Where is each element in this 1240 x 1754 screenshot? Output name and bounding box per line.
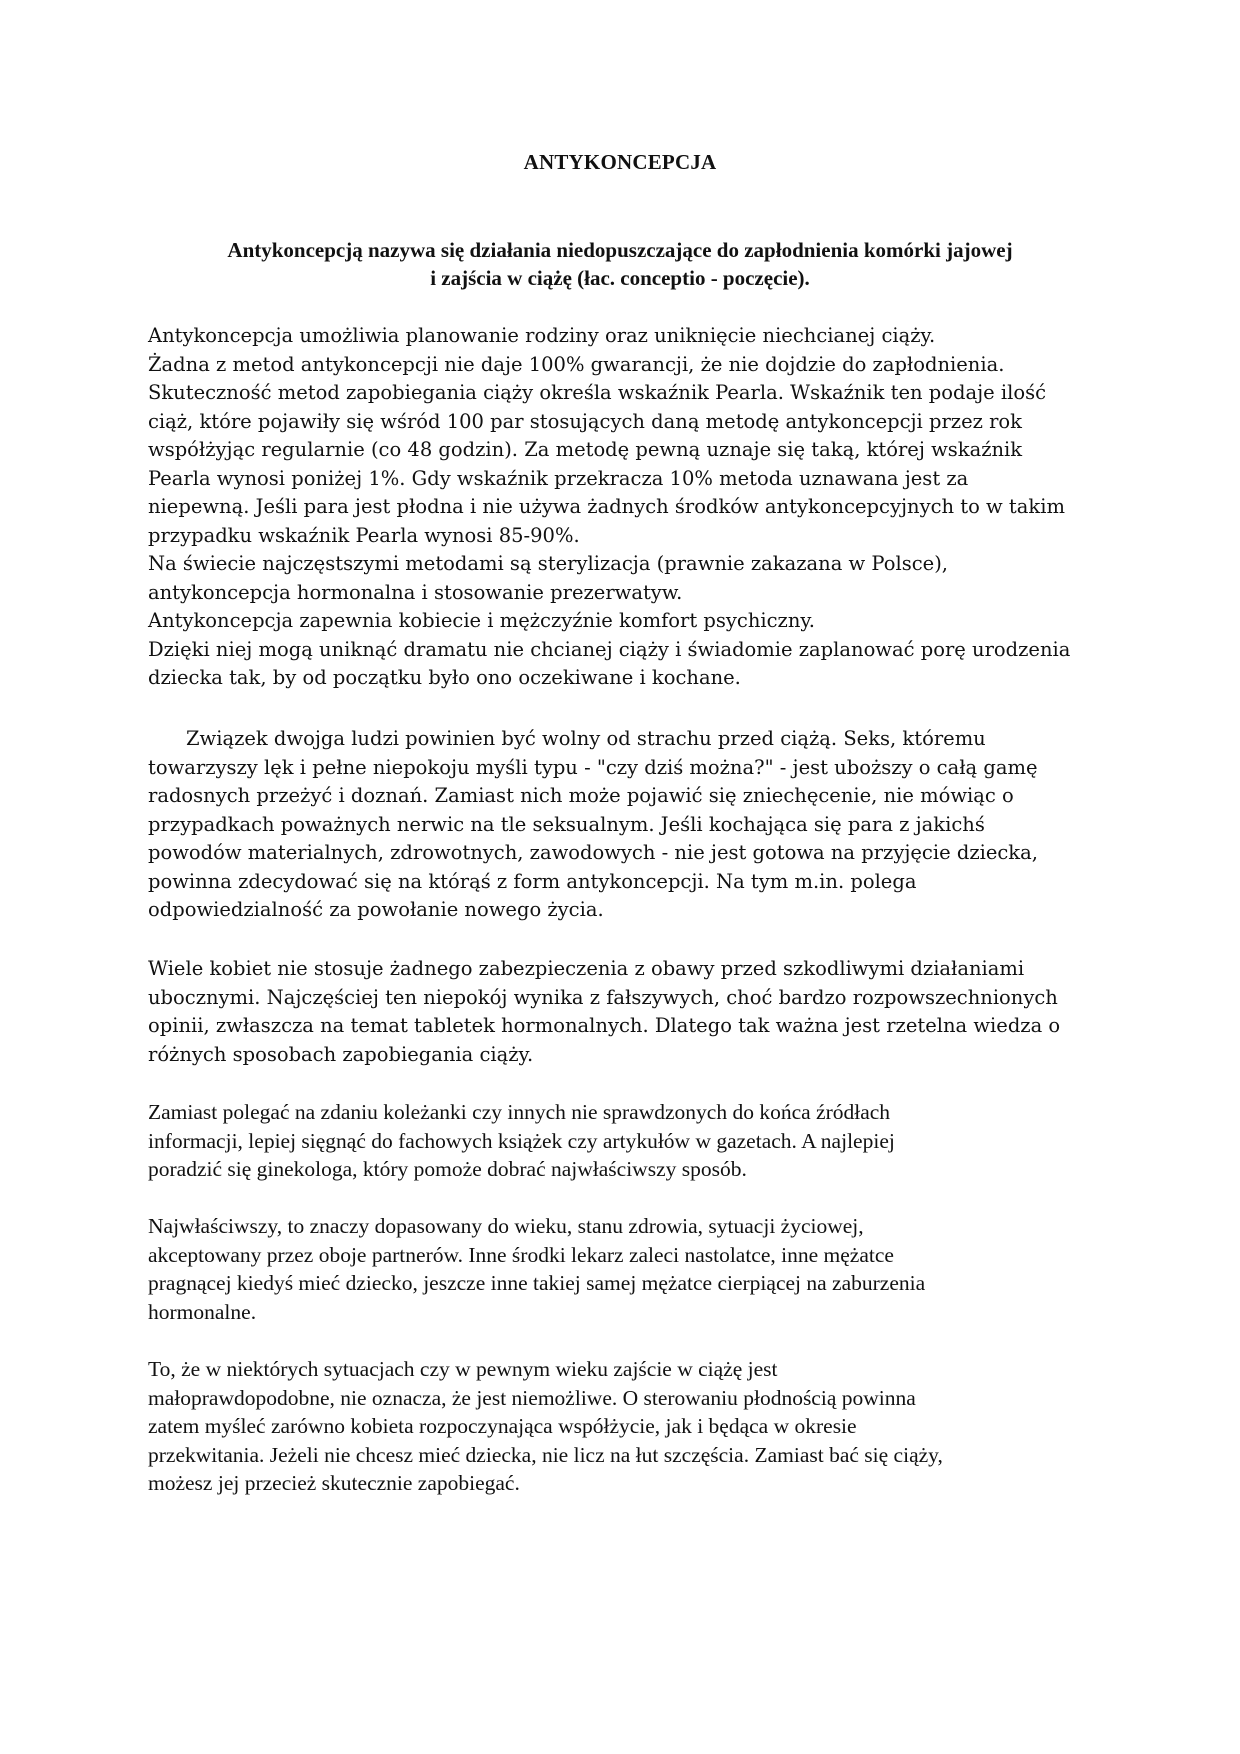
text-line: Antykoncepcja umożliwia planowanie rodziny oraz uniknięcie niechcianej ciąży. [148,324,936,347]
text-line: niepewną. Jeśli para jest płodna i nie używa żadnych środków antykoncepcyjnych to w takim [148,495,1065,518]
paragraph-fears [148,955,1092,1069]
text-line: towarzyszy lęk i pełne niepokoju myśli typu - "czy dziś można?" - jest uboższy o całą gamę [148,755,1038,779]
text-line: Związek dwojga ludzi powinien być wolny od strachu przed ciążą. Seks, któremu [186,727,986,750]
text-line: odpowiedzialność za powołanie nowego życia. [148,898,604,921]
text-line: antykoncepcja hormonalna i stosowanie prezerwatyw. [148,580,683,604]
text-line: informacji, lepiej sięgnąć do fachowych książek czy artykułów w gazetach. A najlepiej [148,1128,895,1153]
paragraph-advice [148,1098,1092,1184]
text-line: Dzięki niej mogą uniknąć dramatu nie chcianej ciąży i świadomie zaplanować porę urodzenia [148,637,1071,661]
text-line: Najwłaściwszy, to znaczy dopasowany do wieku, stanu zdrowia, sytuacji życiowej, [148,1214,864,1238]
paragraph-relationship [148,725,1092,925]
text-line: powodów materialnych, zdrowotnych, zawodowych - nie jest gotowa na przyjęcie dziecka, [148,841,1038,864]
subtitle-line: Antykoncepcją nazywa się działania niedopuszczające do zapłodnienia komórki jajowej [227,238,1013,262]
subtitle-line: i zajścia w ciążę (łac. conceptio - poczęcie). [430,266,810,290]
text-line: współżyjąc regularnie (co 48 godzin). Za metodę pewną uznaje się taką, której wskaźnik [148,438,1023,461]
text-line: hormonalne. [148,1299,257,1324]
document-subtitle [148,236,1092,292]
text-line: przypadku wskaźnik Pearla wynosi 85-90%. [148,523,580,547]
text-line: Zamiast polegać na zdaniu koleżanki czy innych nie sprawdzonych do końca źródłach [148,1100,891,1124]
paragraph-best-method [148,1212,1092,1326]
text-line: różnych sposobach zapobiegania ciąży. [148,1042,534,1066]
text-line: opinii, zwłaszcza na temat tabletek hormonalnych. Dlatego tak ważna jest rzetelna wiedza o [148,1014,1061,1037]
text-line: Żadna z metod antykoncepcji nie daje 100% gwarancji, że nie dojdzie do zapłodnienia. [148,352,1005,376]
text-line: akceptowany przez oboje partnerów. Inne środki lekarz zaleci nastolatce, inne mężatce [148,1242,894,1267]
text-line: ciąż, które pojawiły się wśród 100 par stosujących daną metodę antykoncepcji przez rok [148,409,1022,433]
document-title: ANTYKONCEPCJA [523,150,717,174]
text-line: pragnącej kiedyś mieć dziecko, jeszcze inne takiej samej mężatce cierpiącej na zaburzenia [148,1271,926,1296]
paragraph-conclusion [148,1355,1092,1498]
text-line: możesz jej przecież skutecznie zapobiegać. [148,1471,520,1496]
text-line: przekwitania. Jeżeli nie chcesz mieć dziecka, nie licz na łut szczęścia. Zamiast bać się ciąży, [148,1442,943,1467]
text-line: dziecka tak, by od początku było ono oczekiwane i kochane. [148,666,741,689]
text-line: Antykoncepcja zapewnia kobiecie i mężczyźnie komfort psychiczny. [148,609,816,632]
text-line: Pearla wynosi poniżej 1%. Gdy wskaźnik przekracza 10% metoda uznawana jest za [148,466,969,490]
text-line: Na świecie najczęstszymi metodami są sterylizacja (prawnie zakazana w Polsce), [148,552,949,575]
text-line: To, że w niektórych sytuacjach czy w pewnym wieku zajście w ciążę jest [148,1357,778,1381]
text-line: przypadkach poważnych nerwic na tle seksualnym. Jeśli kochająca się para z jakichś [148,812,985,836]
text-line: poradzić się ginekologa, który pomoże dobrać najwłaściwszy sposób. [148,1157,747,1182]
paragraph-intro [148,322,1092,693]
text-line: małoprawdopodobne, nie oznacza, że jest niemożliwe. O sterowaniu płodnością powinna [148,1385,916,1410]
text-line: Wiele kobiet nie stosuje żadnego zabezpieczenia z obawy przed szkodliwymi działaniami [148,957,1025,980]
text-line: ubocznymi. Najczęściej ten niepokój wynika z fałszywych, choć bardzo rozpowszechnionych [148,985,1058,1009]
text-line: zatem myśleć zarówno kobieta rozpoczynająca współżycie, jak i będąca w okresie [148,1414,857,1439]
text-line: powinna zdecydować się na którąś z form antykoncepcji. Na tym m.in. polega [148,869,917,893]
text-line: radosnych przeżyć i doznań. Zamiast nich może pojawić się zniechęcenie, nie mówiąc o [148,784,1014,807]
text-line: Skuteczność metod zapobiegania ciąży określa wskaźnik Pearla. Wskaźnik ten podaje ilość [148,381,1047,404]
